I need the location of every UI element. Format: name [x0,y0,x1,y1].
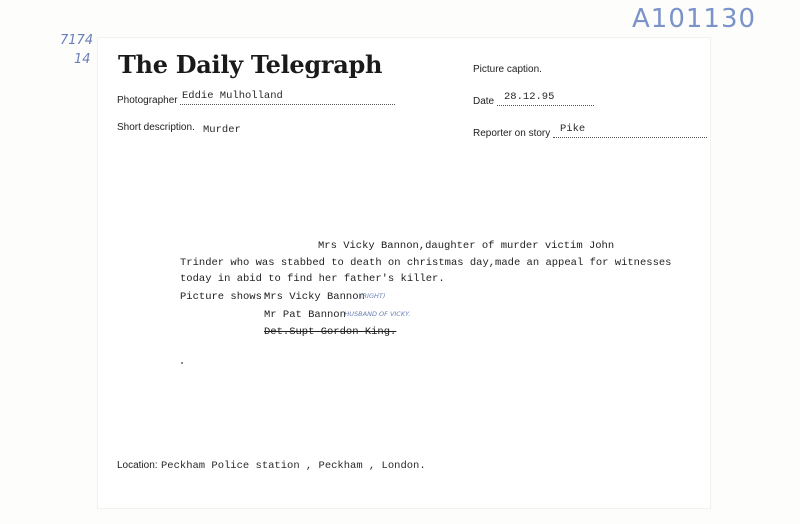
reporter-label: Reporter on story [473,128,551,139]
handwritten-note-top-left-2: 14 [74,52,91,67]
handwritten-note-top-left: 7174 [60,33,94,48]
person-1: Mrs Vicky Bannon [264,291,365,303]
masthead-logo: The Daily Telegraph [118,50,383,79]
short-description-label: Short description. [117,122,195,133]
reporter-value: Pike [560,123,586,135]
person-2-note: - HUSBAND OF VICKY. [340,310,411,318]
picture-caption-label: Picture caption. [473,64,542,75]
person-3-struck: Det.Supt Gordon King. [264,326,397,338]
short-description-value: Murder [203,124,241,136]
stray-mark [181,362,183,364]
person-1-note: (RIGHT) [360,292,386,300]
picture-shows-label: Picture shows: [180,291,269,303]
person-2: Mr Pat Bannon [264,309,346,321]
location-label: Location: [117,460,158,471]
date-label: Date [473,96,495,107]
caption-line-1: Mrs Vicky Bannon,daughter of murder victim John [318,240,615,252]
photographer-label: Photographer [117,95,178,106]
date-value: 28.12.95 [504,91,555,103]
photographer-value: Eddie Mulholland [182,90,283,102]
caption-line-3: today in abid to find her father's killer. [180,273,445,285]
location-value: Peckham Police station , Peckham , London. [161,460,426,472]
caption-line-2: Trinder who was stabbed to death on christmas day,made an appeal for witnesses [180,257,672,269]
handwritten-ref-top-right: A101130 [632,4,757,34]
